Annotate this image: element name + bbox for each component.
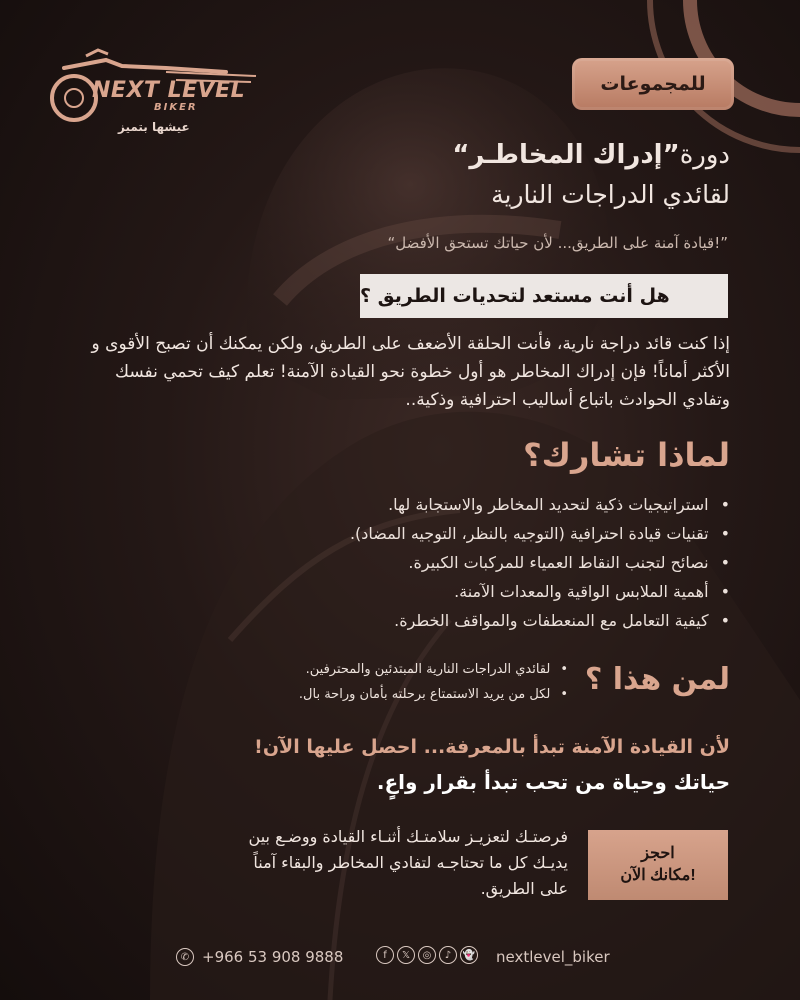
- cta-line-2: حياتك وحياة من تحب تبدأ بقرار واعٍ.: [376, 770, 730, 794]
- snapchat-icon[interactable]: 👻: [460, 946, 478, 964]
- x-icon[interactable]: 𝕏: [397, 946, 415, 964]
- course-title-highlight: ”إدراك المخاطـر“: [452, 140, 680, 170]
- who-list: [148, 657, 568, 707]
- list-item: • أهمية الملابس الواقية والمعدات الآمنة.: [110, 577, 730, 606]
- booking-text: فرصتـك لتعزيـز سلامتـك أثنـاء القيادة ووضـع بين يديـك كل ما تحتاجـه لتفادي المخاطر والبقاء آمناً على الطريق.: [248, 827, 568, 898]
- phone-number: +966 53 908 9888: [202, 948, 344, 966]
- why-title: لماذا تشارك؟: [523, 436, 730, 474]
- social-icons: [376, 946, 478, 964]
- tiktok-icon[interactable]: ♪: [439, 946, 457, 964]
- facebook-icon[interactable]: f: [376, 946, 394, 964]
- why-list: [110, 490, 730, 635]
- book-now-line-2: مكانك الآن!: [620, 867, 696, 884]
- question-box: هل أنت مستعد لتحديات الطريق ؟: [360, 274, 728, 318]
- list-item: • كيفية التعامل مع المنعطفات والمواقف الخطرة.: [110, 606, 730, 635]
- group-tag: للمجموعات: [572, 58, 734, 110]
- list-item: • لكل من يريد الاستمتاع برحلته بأمان وراحة بال.: [148, 682, 568, 707]
- who-title: لمن هذا ؟: [584, 662, 730, 697]
- list-item: • نصائح لتجنب النقاط العمياء للمركبات الكبيرة.: [110, 548, 730, 577]
- course-title-prefix: دورة: [679, 140, 730, 170]
- brand-name: NEXT LEVEL: [92, 78, 246, 103]
- course-title: [452, 140, 730, 170]
- brand-sub: BIKER: [154, 102, 198, 113]
- social-handle[interactable]: nextlevel_biker: [496, 948, 610, 966]
- list-item: • لقائدي الدراجات النارية المبتدئين والمحترفين.: [148, 657, 568, 682]
- brand-slogan: عيشها بتميز: [118, 120, 190, 134]
- instagram-icon[interactable]: ◎: [418, 946, 436, 964]
- book-now-line-1: احجز: [641, 845, 675, 862]
- whatsapp-icon: ✆: [176, 948, 194, 966]
- list-item: • تقنيات قيادة احترافية (التوجيه بالنظر، التوجيه المضاد).: [110, 519, 730, 548]
- intro-paragraph: إذا كنت قائد دراجة نارية، فأنت الحلقة الأضعف على الطريق، ولكن يمكنك أن تصبح الأقوى و الأكثر أماناً! فإن إدراك المخاطر هو أول خطوة نحو القيادة الآمنة! تعلم كيف تحمي نفسك وتفادي الحوادث باتباع أساليب احترافية وذكية..: [91, 334, 730, 410]
- footer-phone[interactable]: [176, 948, 343, 966]
- cta-line-1: لأن القيادة الآمنة تبدأ بالمعرفة... احصل عليها الآن!: [254, 736, 730, 758]
- list-item: • استراتيجيات ذكية لتحديد المخاطر والاستجابة لها.: [110, 490, 730, 519]
- book-now-button[interactable]: [588, 830, 728, 900]
- course-subtitle: لقائدي الدراجات النارية: [491, 180, 730, 209]
- tagline: ”!قيادة آمنة على الطريق... لأن حياتك تستحق الأفضل“: [387, 234, 728, 252]
